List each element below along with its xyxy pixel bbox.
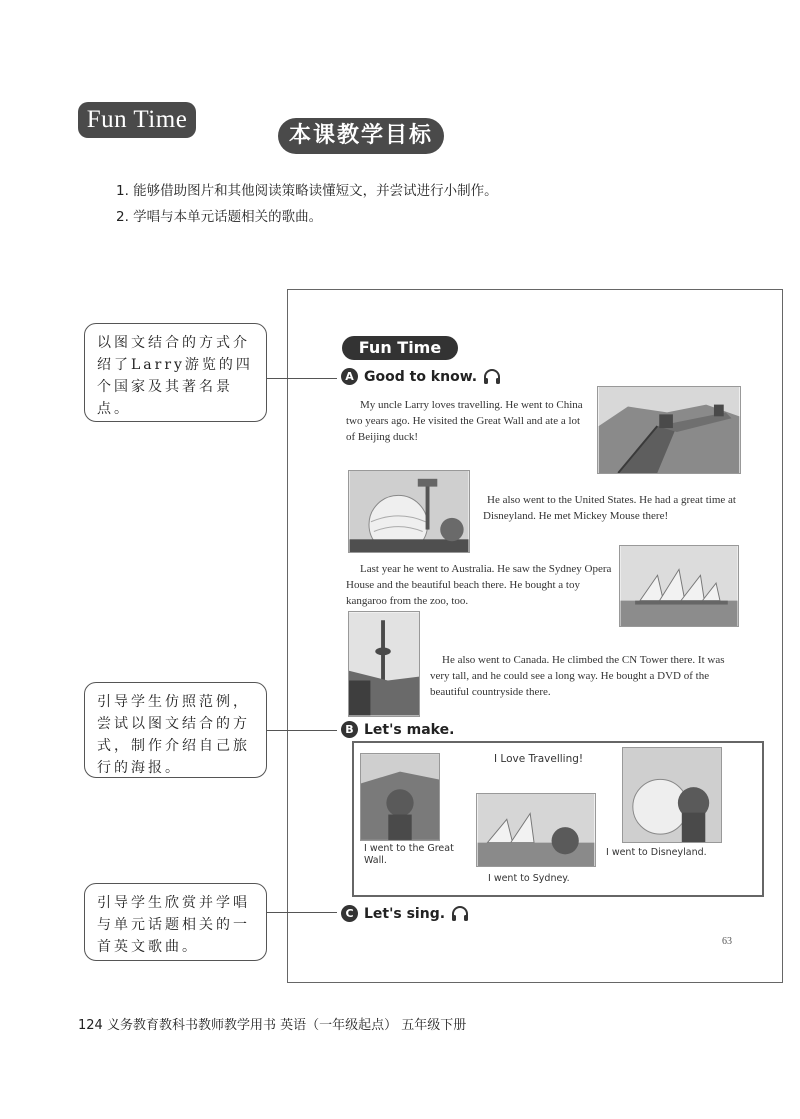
annotation-note-sing: 引导学生欣赏并学唱与单元话题相关的一首英文歌曲。 [84,883,267,961]
poster-disneyland-photo [622,747,722,843]
poster-great-wall-photo [360,753,440,841]
annotation-note-intro: 以图文结合的方式介绍了Larry游览的四个国家及其著名景点。 [84,323,267,422]
story-paragraph: He also went to Canada. He climbed the CN Tower there. It was very tall, and he could see a long way. He bought a DVD of the beautiful countryside there. [430,654,725,698]
section-letter-badge: A [341,368,358,385]
goal-item: 2. 学唱与本单元话题相关的歌曲。 [116,209,323,225]
headphone-icon [483,369,501,385]
story-paragraph: He also went to the United States. He had a great time at Disneyland. He met Mickey Mouse there! [483,494,736,522]
poster-caption: I went to Sydney. [488,873,570,884]
poster-title: I Love Travelling! [494,753,584,765]
great-wall-photo [597,386,741,474]
section-letter-badge: B [341,721,358,738]
section-c-heading [341,905,469,922]
goal-item: 1. 能够借助图片和其他阅读策略读懂短文，并尝试进行小制作。 [116,183,498,199]
travel-poster [352,741,764,897]
section-a-heading [341,368,501,385]
teaching-goals-list [116,178,498,230]
textbook-page-number: 63 [722,936,732,947]
poster-caption: I went to the Great Wall. [364,843,454,866]
sydney-opera-house-photo [619,545,739,627]
annotation-note-make: 引导学生仿照范例，尝试以图文结合的方式，制作介绍自己旅行的海报。 [84,682,267,778]
story-paragraph: Last year he went to Australia. He saw the Sydney Opera House and the beautiful beach there. He bought a toy kangaroo from the zoo, too. [346,563,612,607]
note-connector-line [267,912,337,913]
note-connector-line [267,730,337,731]
story-paragraph: My uncle Larry loves travelling. He went to China two years ago. He visited the Great Wall and ate a lot of Beijing duck! [346,399,583,443]
section-title: Let's make. [364,721,455,738]
poster-sydney-photo [476,793,596,867]
cn-tower-photo [348,611,420,717]
section-b-heading [341,721,454,738]
section-title: Let's sing. [364,905,446,922]
fun-time-badge: Fun Time [78,102,196,138]
page-footer: 124 义务教育教科书教师教学用书 英语（一年级起点） 五年级下册 [78,1018,467,1033]
teaching-goals-title: 本课教学目标 [278,118,444,154]
note-connector-line [267,378,337,379]
headphone-icon [451,906,469,922]
poster-caption: I went to Disneyland. [606,847,707,858]
section-title: Good to know. [364,368,478,385]
disneyland-photo [348,470,470,553]
section-letter-badge: C [341,905,358,922]
textbook-fun-time-badge: Fun Time [342,336,458,360]
